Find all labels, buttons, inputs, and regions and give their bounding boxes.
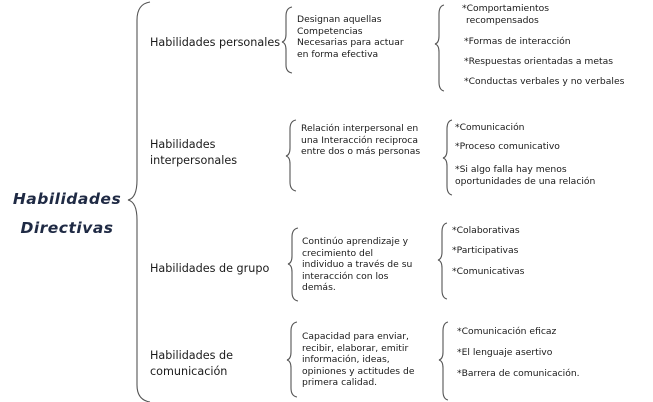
item-line: *El lenguaje asertivo: [457, 347, 553, 358]
category-description: [302, 236, 412, 294]
description-line: una Interacción reciproca: [301, 134, 418, 146]
item-line: *Barrera de comunicación.: [457, 368, 580, 379]
item-line: *Comportamientos: [462, 3, 550, 14]
description-line: individuo a través de su: [302, 259, 413, 271]
item-brace-interpersonales: [443, 120, 452, 195]
brace-grupo: [288, 228, 298, 301]
list-item: [457, 347, 552, 359]
category-name-line: Habilidades: [150, 138, 216, 151]
list-item: [464, 36, 571, 48]
item-line: *Si algo falla hay menos: [455, 164, 567, 175]
list-item: [455, 141, 560, 153]
list-item: [455, 122, 525, 134]
diagram-title-line1: Habilidades: [12, 190, 122, 208]
item-brace-comunicacion: [439, 322, 448, 400]
category-name: [150, 35, 280, 51]
category-description: [297, 14, 404, 60]
list-item: [464, 56, 613, 68]
list-item: [452, 266, 524, 278]
description-line: Continúo aprendizaje y: [302, 236, 409, 247]
main-brace: [128, 2, 150, 402]
description-line: Necesarias para actuar: [297, 37, 404, 49]
category-name: [150, 261, 269, 277]
item-line: *Formas de interacción: [464, 36, 571, 47]
item-line: *Conductas verbales y no verbales: [464, 76, 625, 87]
diagram-title-line2: Directivas: [20, 219, 114, 237]
item-line: *Comunicación eficaz: [457, 326, 557, 337]
category-name: [150, 137, 237, 169]
item-line: oportunidades de una relación: [455, 175, 596, 187]
category-description: [302, 331, 414, 389]
description-line: primera calidad.: [302, 377, 378, 389]
category-name-line: Habilidades de grupo: [150, 262, 270, 275]
item-line: *Comunicativas: [452, 266, 525, 277]
description-line: demás.: [302, 282, 336, 294]
description-line: Competencias: [297, 25, 363, 37]
item-line: *Proceso comunicativo: [455, 141, 560, 152]
description-line: interacción con los: [302, 270, 389, 282]
item-line: *Respuestas orientadas a metas: [464, 56, 614, 67]
brace-interpersonales: [286, 120, 296, 191]
list-item: [452, 245, 518, 257]
description-line: entre dos o más personas: [301, 146, 421, 158]
category-name-line: Habilidades de: [150, 349, 234, 362]
description-line: crecimiento del: [302, 247, 374, 259]
category-name-line: Habilidades personales: [150, 36, 281, 49]
list-item: [464, 76, 624, 88]
category-name-line: comunicación: [150, 365, 228, 378]
description-line: Capacidad para enviar,: [302, 331, 409, 342]
list-item: [457, 368, 580, 380]
item-brace-grupo: [438, 223, 447, 299]
diagram-title: [6, 185, 128, 243]
item-line: *Participativas: [452, 245, 519, 256]
brace-personales: [282, 7, 292, 73]
brace-comunicacion: [287, 322, 297, 397]
list-item: [457, 326, 556, 338]
description-line: opiniones y actitudes de: [302, 365, 415, 377]
list-item: [452, 225, 520, 237]
category-description: [301, 123, 420, 158]
description-line: en forma efectiva: [297, 48, 379, 60]
description-line: recibir, elaborar, emitir: [302, 342, 409, 354]
item-line: *Colaborativas: [452, 225, 520, 236]
category-name: [150, 348, 233, 380]
item-line: recompensados: [466, 14, 539, 26]
description-line: Relación interpersonal en: [301, 123, 419, 134]
description-line: información, ideas,: [302, 354, 390, 366]
description-line: Designan aquellas: [297, 14, 382, 25]
list-item: [455, 164, 595, 187]
item-brace-personales: [435, 5, 444, 91]
category-name-line: interpersonales: [150, 154, 238, 167]
item-line: *Comunicación: [455, 122, 525, 133]
list-item: [462, 3, 549, 26]
